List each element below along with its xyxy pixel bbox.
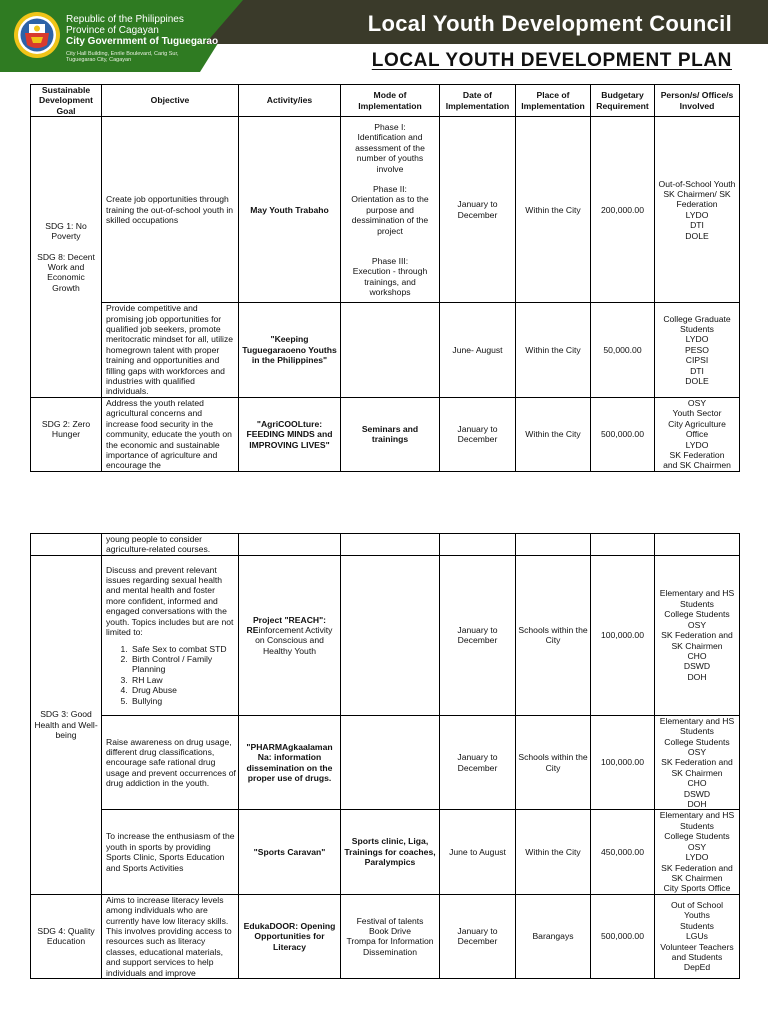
header-objective: Objective: [102, 85, 239, 117]
table-row: [31, 555, 740, 715]
table-row: [31, 534, 740, 556]
phase-3-title: Phase III:: [371, 255, 409, 266]
address-line-2: Tuguegarao City, Cagayan: [66, 57, 132, 63]
activity-cell: [239, 555, 341, 715]
lgu-identity: [66, 14, 218, 63]
header-place: Place of Implementation: [516, 85, 591, 117]
table-row: [31, 303, 740, 398]
table-row: [31, 117, 740, 303]
plan-table-page-2: [30, 533, 740, 979]
budget-cell: 450,000.00: [591, 810, 655, 894]
header-date: Date of Implementation: [440, 85, 516, 117]
persons-cell: Elementary and HS Students College Students OSY SK Federation and SK Chairmen CHO DSWD DOH: [655, 715, 740, 810]
place-cell: Within the City: [516, 117, 591, 303]
objective-cell: [102, 555, 239, 715]
place-cell: Within the City: [516, 397, 591, 471]
list-item: 3. RH Law: [130, 675, 236, 685]
activity-cell: [239, 534, 341, 556]
budget-cell: 50,000.00: [591, 303, 655, 398]
activity-rest: inforcement Activity on Conscious and Healthy Youth: [255, 624, 333, 656]
header-budget: Budgetary Requirement: [591, 85, 655, 117]
activity-cell: "Sports Caravan": [239, 810, 341, 894]
sdg-cell: [31, 534, 102, 556]
persons-cell: Out-of-School Youth SK Chairmen/ SK Federation LYDO DTI DOLE: [655, 117, 740, 303]
table-row: [31, 397, 740, 471]
budget-cell: 500,000.00: [591, 397, 655, 471]
mode-cell: Seminars and trainings: [341, 397, 440, 471]
phase-1-text: Identification and assessment of the number of youths involve: [355, 132, 425, 174]
persons-cell: [655, 534, 740, 556]
header-activities: Activity/ies: [239, 85, 341, 117]
phase-2-title: Phase II:: [373, 183, 407, 194]
phase-1-title: Phase I:: [374, 121, 406, 132]
persons-cell: Elementary and HS Students College Students OSY SK Federation and SK Chairmen CHO DSWD DOH: [655, 555, 740, 715]
list-item: 1. Safe Sex to combat STD: [130, 644, 236, 654]
activity-cell: "Keeping Tuguegaraoeno Youths in the Philippines": [239, 303, 341, 398]
sdg-cell: SDG 2: Zero Hunger: [31, 397, 102, 471]
phase-2-text: Orientation as to the purpose and dessimination of the project: [351, 194, 429, 236]
table-row: [31, 894, 740, 978]
mode-cell: [341, 715, 440, 810]
objective-cell: Raise awareness on drug usage, different drug classifications, encourage safe rational drug usage and prevent occurrences of drug addiction in the youth.: [102, 715, 239, 810]
sdg-cell: SDG 4: Quality Education: [31, 894, 102, 978]
persons-cell: College Graduate Students LYDO PESO CIPSI DTI DOLE: [655, 303, 740, 398]
header-sdg: Sustainable Development Goal: [31, 85, 102, 117]
mode-cell: Festival of talents Book Drive Trompa for Information Dissemination: [341, 894, 440, 978]
mode-cell: Sports clinic, Liga, Trainings for coaches, Paralympics: [341, 810, 440, 894]
objective-cell: Address the youth related agricultural concerns and increase food security in the community, educate the youth on the economic and sustainable importance of agriculture and encourage the: [102, 397, 239, 471]
org-line-province: Province of Cagayan: [66, 25, 159, 36]
budget-cell: 200,000.00: [591, 117, 655, 303]
city-seal-icon: [13, 11, 61, 59]
objective-cell: Provide competitive and promising job opportunities for qualified job seekers, promote meritocratic mindset for all, utilize homegrown talent with proper training and opportunities and filling gaps with workforces and industries with qualified individuals.: [102, 303, 239, 398]
activity-cell: "PHARMAgkaalaman Na: information dissemination on the proper use of drugs.: [239, 715, 341, 810]
sdg-1-label: SDG 1: No Poverty: [45, 220, 87, 242]
activity-cell: "AgriCOOLture: FEEDING MINDS and IMPROVING LIVES": [239, 397, 341, 471]
persons-cell: OSY Youth Sector City Agriculture Office LYDO SK Federation and SK Chairmen: [655, 397, 740, 471]
document-header: [0, 0, 768, 72]
table-header-row: [31, 85, 740, 117]
place-cell: Within the City: [516, 303, 591, 398]
date-cell: [440, 534, 516, 556]
date-cell: January to December: [440, 117, 516, 303]
date-cell: January to December: [440, 715, 516, 810]
place-cell: Schools within the City: [516, 715, 591, 810]
objective-cell: To increase the enthusiasm of the youth in sports by providing Sports Clinic, Sports Education and Sports Activities: [102, 810, 239, 894]
org-line-republic: Republic of the Philippines: [66, 14, 184, 25]
place-cell: Schools within the City: [516, 555, 591, 715]
objective-cell: Create job opportunities through training the out-of-school youth in skilled occupations: [102, 117, 239, 303]
sdg-8-label: SDG 8: Decent Work and Economic Growth: [37, 251, 95, 293]
address-line-1: City Hall Building, Enrile Boulevard, Carig Sur,: [66, 51, 179, 57]
budget-cell: 100,000.00: [591, 715, 655, 810]
objective-intro: Discuss and prevent relevant issues regarding sexual health and mental health and foster more confident, informed and engaged conversations with the youth. Topics includes but are not limited to:: [106, 564, 234, 638]
table-row: [31, 715, 740, 810]
date-cell: June- August: [440, 303, 516, 398]
plan-title: LOCAL YOUTH DEVELOPMENT PLAN: [371, 50, 732, 71]
mode-cell: [341, 555, 440, 715]
header-mode: Mode of Implementation: [341, 85, 440, 117]
place-cell: Within the City: [516, 810, 591, 894]
place-cell: [516, 534, 591, 556]
phase-3-text: Execution - through trainings, and workshops: [352, 266, 428, 298]
budget-cell: [591, 534, 655, 556]
activity-re: RE: [246, 624, 259, 635]
budget-cell: 100,000.00: [591, 555, 655, 715]
list-item: 5. Bullying: [130, 696, 236, 706]
mode-cell: [341, 534, 440, 556]
budget-cell: 500,000.00: [591, 894, 655, 978]
activity-cell: EdukaDOOR: Opening Opportunities for Literacy: [239, 894, 341, 978]
header-persons: Person/s/ Office/s Involved: [655, 85, 740, 117]
sdg-cell: SDG 3: Good Health and Well-being: [31, 555, 102, 894]
activity-cell: May Youth Trabaho: [239, 117, 341, 303]
activity-prefix: Project "REACH":: [252, 614, 327, 625]
persons-cell: Out of School Youths Students LGUs Volunteer Teachers and Students DepEd: [655, 894, 740, 978]
list-item: 2. Birth Control / Family Planning: [130, 654, 236, 675]
date-cell: June to August: [440, 810, 516, 894]
org-line-city: City Government of Tuguegarao: [66, 36, 219, 47]
date-cell: January to December: [440, 397, 516, 471]
date-cell: January to December: [440, 894, 516, 978]
mode-cell: [341, 303, 440, 398]
mode-cell: [341, 117, 440, 303]
plan-table-page-1: [30, 84, 740, 472]
table-row: [31, 810, 740, 894]
topic-list: [106, 644, 236, 706]
date-cell: January to December: [440, 555, 516, 715]
objective-cell: Aims to increase literacy levels among individuals who are currently have low literacy skills. This involves providing access to resources such as literacy classes, educational materials, and support services to help individuals and improve: [102, 894, 239, 978]
place-cell: Barangays: [516, 894, 591, 978]
council-title: Local Youth Development Council: [367, 11, 732, 36]
objective-cell: young people to consider agriculture-related courses.: [102, 534, 239, 556]
list-item: 4. Drug Abuse: [130, 685, 236, 695]
persons-cell: Elementary and HS Students College Students OSY LYDO SK Federation and SK Chairmen City Sports Office: [655, 810, 740, 894]
sdg-cell: [31, 117, 102, 398]
